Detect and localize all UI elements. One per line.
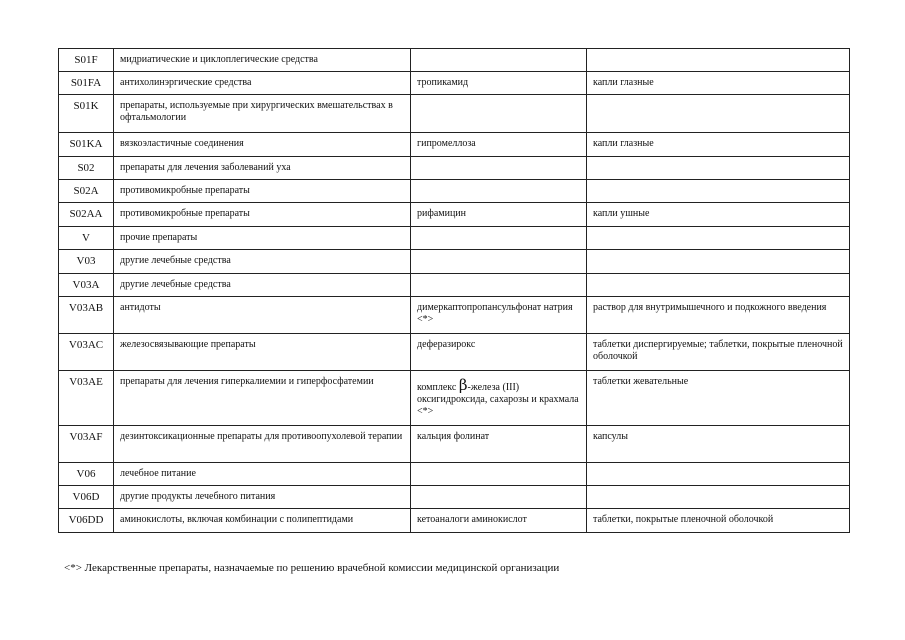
drug-name-rest: -железа (III) оксигидроксида, сахарозы и крахмала <*> [417,382,579,417]
dosage-form: капли глазные [587,72,850,95]
table-row [59,486,850,509]
group-name: препараты для лечения заболеваний уха [114,157,411,180]
table-row [59,250,850,274]
drug-name [411,486,587,509]
dosage-form [587,227,850,250]
table-row [59,463,850,486]
table-row [59,180,850,203]
drug-name [411,49,587,72]
drug-table [58,48,850,533]
table-row [59,72,850,95]
atc-code: S01K [59,95,114,133]
atc-code: S01FA [59,72,114,95]
dosage-form: таблетки жевательные [587,371,850,426]
group-name: противомикробные препараты [114,180,411,203]
group-name: мидриатические и циклоплегические средства [114,49,411,72]
dosage-form [587,250,850,274]
atc-code: S02 [59,157,114,180]
group-name: другие лечебные средства [114,274,411,297]
group-name: другие лечебные средства [114,250,411,274]
group-name: вязкоэластичные соединения [114,133,411,157]
footnote: <*> Лекарственные препараты, назначаемые по решению врачебной комиссии медицинской организации [64,562,560,574]
group-name: дезинтоксикационные препараты для противоопухолевой терапии [114,426,411,463]
table-row [59,133,850,157]
table-row [59,426,850,463]
atc-code: V06DD [59,509,114,533]
table-row [59,227,850,250]
dosage-form: таблетки диспергируемые; таблетки, покрытые пленочной оболочкой [587,334,850,371]
dosage-form [587,49,850,72]
atc-code: V03 [59,250,114,274]
beta-symbol: β [458,376,468,394]
drug-name: димеркаптопропансульфонат натрия <*> [411,297,587,334]
dosage-form [587,486,850,509]
dosage-form: капсулы [587,426,850,463]
table-row [59,509,850,533]
table-row [59,49,850,72]
table-row [59,274,850,297]
atc-code: V03AC [59,334,114,371]
dosage-form [587,463,850,486]
drug-name: гипромеллоза [411,133,587,157]
group-name: прочие препараты [114,227,411,250]
atc-code: S01F [59,49,114,72]
group-name: антихолинэргические средства [114,72,411,95]
atc-code: V03AE [59,371,114,426]
atc-code: S02AA [59,203,114,227]
drug-name [411,274,587,297]
table-row [59,157,850,180]
drug-name [411,180,587,203]
drug-name: тропикамид [411,72,587,95]
drug-name [411,157,587,180]
drug-name-prefix: комплекс [417,382,457,393]
drug-name: рифамицин [411,203,587,227]
group-name: железосвязывающие препараты [114,334,411,371]
atc-code: S02A [59,180,114,203]
atc-code: V06D [59,486,114,509]
group-name: другие продукты лечебного питания [114,486,411,509]
drug-name: кальция фолинат [411,426,587,463]
dosage-form [587,157,850,180]
drug-name [411,95,587,133]
dosage-form: капли ушные [587,203,850,227]
drug-name [411,463,587,486]
table-row [59,297,850,334]
table-row [59,334,850,371]
group-name: аминокислоты, включая комбинации с полипептидами [114,509,411,533]
drug-name: кетоаналоги аминокислот [411,509,587,533]
table-row [59,371,850,426]
drug-name: деферазирокс [411,334,587,371]
atc-code: V03AF [59,426,114,463]
dosage-form [587,180,850,203]
dosage-form: капли глазные [587,133,850,157]
group-name: препараты для лечения гиперкалиемии и гиперфосфатемии [114,371,411,426]
group-name: антидоты [114,297,411,334]
dosage-form: раствор для внутримышечного и подкожного введения [587,297,850,334]
table-row [59,203,850,227]
dosage-form [587,274,850,297]
group-name: противомикробные препараты [114,203,411,227]
dosage-form: таблетки, покрытые пленочной оболочкой [587,509,850,533]
atc-code: S01KA [59,133,114,157]
atc-code: V03A [59,274,114,297]
drug-name [411,250,587,274]
group-name: лечебное питание [114,463,411,486]
table-row [59,95,850,133]
atc-code: V03AB [59,297,114,334]
drug-name [411,227,587,250]
atc-code: V [59,227,114,250]
dosage-form [587,95,850,133]
atc-code: V06 [59,463,114,486]
group-name: препараты, используемые при хирургических вмешательствах в офтальмологии [114,95,411,133]
drug-name [411,371,587,426]
